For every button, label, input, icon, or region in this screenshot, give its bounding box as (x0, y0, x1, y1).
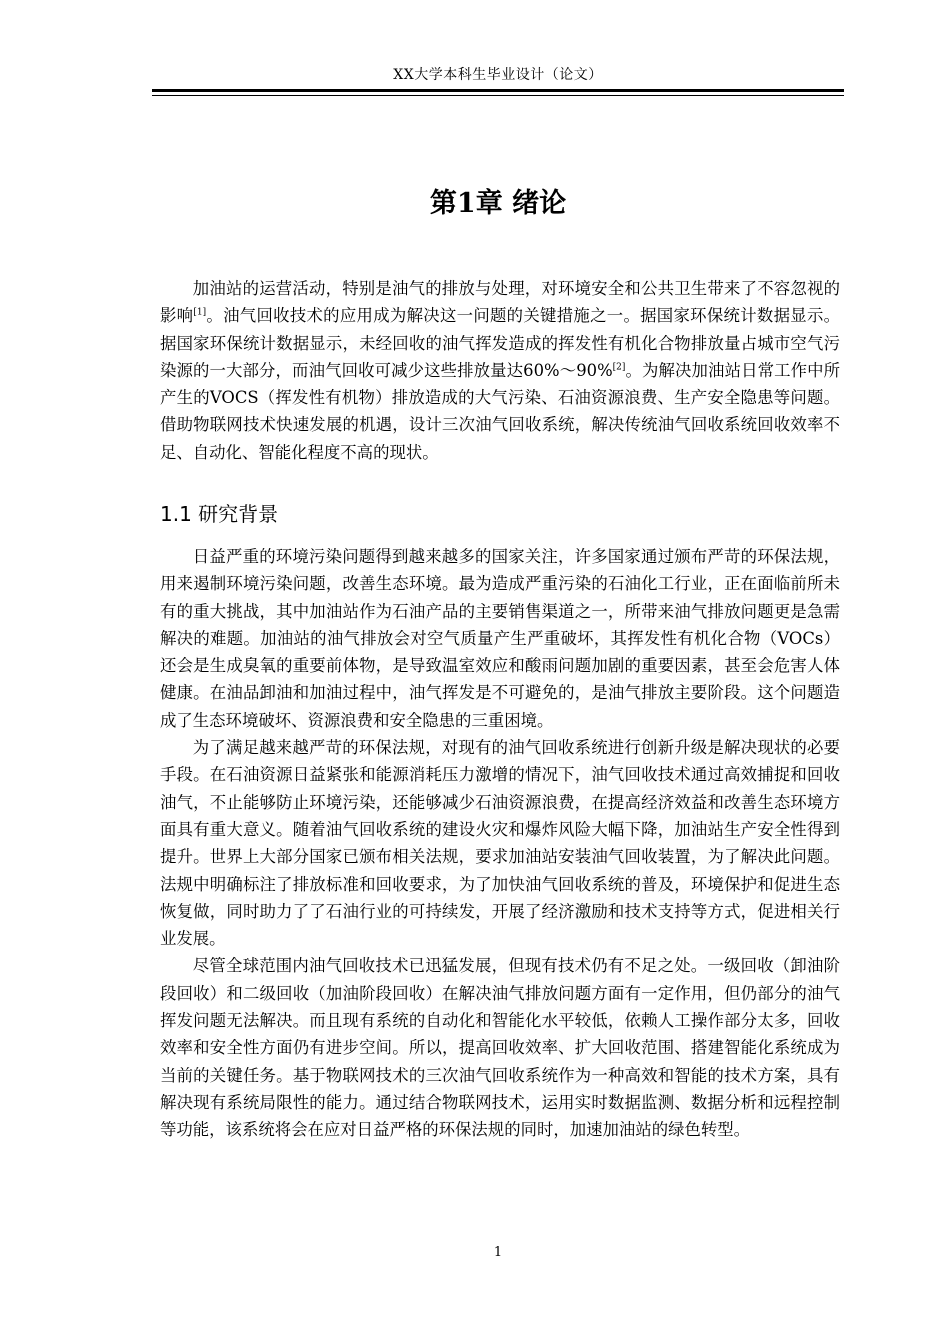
intro-text-part-2: 。油气回收技术的应用成为解决这一问题的关键措施之一。据国家环保统计数据显示。据国家环保统计数据显示，未经回收的油气挥发造成的挥发性有机化合物排放量占城市空气污染源的一大部分，而油气回收可减少这些排放量达60%～90% (160, 306, 841, 380)
running-header: XX大学本科生毕业设计（论文） (393, 67, 603, 83)
intro-text-part-3: 。为解决加油站日常工作中所产生的VOCS（挥发性有机物）排放造成的大气污染、石油资源浪费、生产安全隐患等问题。借助物联网技术快速发展的机遇，设计三次油气回收系统，解决传统油气回收系统回收效率不足、自动化、智能化程度不高的现状。 (160, 360, 840, 462)
chapter-suffix: 章 绪论 (475, 188, 567, 219)
intro-body (160, 275, 840, 466)
citation-1: [1] (193, 307, 207, 318)
chapter-title (152, 184, 844, 224)
header-rule-thick (152, 89, 844, 92)
header-rule-thin (152, 95, 844, 96)
section-paragraph-3: 尽管全球范围内油气回收技术已迅猛发展，但现有技术仍有不足之处。一级回收（卸油阶段回收）和二级回收（加油阶段回收）在解决油气排放问题方面有一定作用，但仍部分的油气挥发问题无法解决。而且现有系统的自动化和智能化水平较低，依赖人工操作部分太多，回收效率和安全性方面仍有进步空间。所以，提高回收效率、扩大回收范围、搭建智能化系统成为当前的关键任务。基于物联网技术的三次油气回收系统作为一种高效和智能的技术方案，具有解决现有系统局限性的能力。通过结合物联网技术，运用实时数据监测、数据分析和远程控制等功能，该系统将会在应对日益严格的环保法规的同时，加速加油站的绿色转型。 (160, 956, 840, 1140)
section-paragraph-2: 为了满足越来越严苛的环保法规，对现有的油气回收系统进行创新升级是解决现状的必要手段。在石油资源日益紧张和能源消耗压力激增的情况下，油气回收技术通过高效捕捉和回收油气，不止能够防止环境污染，还能够减少石油资源浪费，在提高经济效益和改善生态环境方面具有重大意义。随着油气回收系统的建设火灾和爆炸风险大幅下降，加油站生产安全性得到提升。世界上大部分国家已颁布相关法规，要求加油站安装油气回收装置，为了解决此问题。法规中明确标注了排放标准和回收要求，为了加快油气回收系统的普及，环境保护和促进生态恢复做，同时助力了了石油行业的可持续发，开展了经济激励和技术支持等方式，促进相关行业发展。 (160, 738, 840, 949)
page-number: 1 (493, 1245, 503, 1260)
intro-paragraph (160, 275, 840, 466)
chapter-number: 1 (456, 188, 476, 219)
section-heading-1-1: 1.1 研究背景 (160, 502, 279, 526)
section-paragraph-1: 日益严重的环境污染问题得到越来越多的国家关注，许多国家通过颁布严苛的环保法规，用来遏制环境污染问题，改善生态环境。最为造成严重污染的石油化工行业，正在面临前所未有的重大挑战，其中加油站作为石油产品的主要销售渠道之一，所带来油气排放问题更是急需解决的难题。加油站的油气排放会对空气质量产生严重破坏，其挥发性有机化合物（VOCs）还会是生成臭氧的重要前体物，是导致温室效应和酸雨问题加剧的重要因素，甚至会危害人体健康。在油品卸油和加油过程中，油气挥发是不可避免的，是油气排放主要阶段。这个问题造成了生态环境破坏、资源浪费和安全隐患的三重困境。 (160, 547, 840, 730)
section-1-1-body (160, 543, 840, 1144)
intro-text-part-1: 加油站的运营活动，特别是油气的排放与处理，对环境安全和公共卫生带来了不容忽视的影响 (160, 279, 840, 326)
chapter-prefix: 第 (429, 188, 457, 219)
citation-2: [2] (612, 362, 626, 373)
